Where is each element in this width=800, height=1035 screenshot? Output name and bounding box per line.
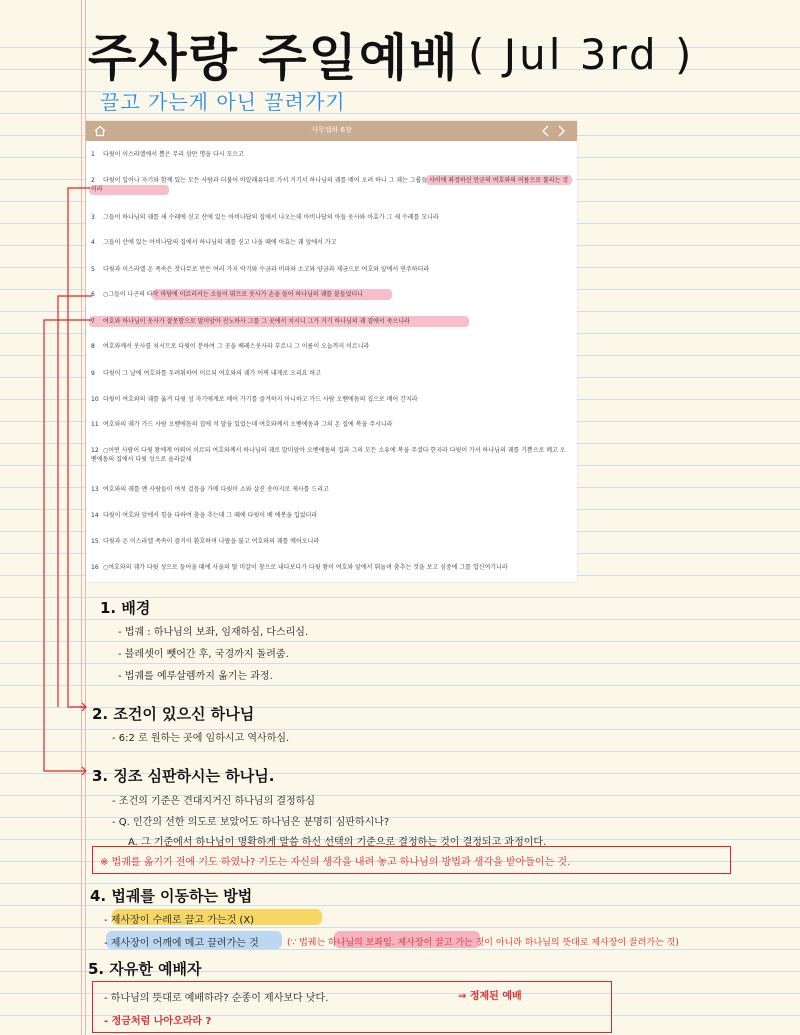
s5-line-2: - 정금처럼 나아오라라 ? <box>104 1016 212 1027</box>
s4-line-2: - 제사장이 어깨에 메고 끌려가는 것 <box>104 938 259 949</box>
section-3-heading: 3. 징조 심판하시는 하나님. <box>92 767 275 785</box>
verse-text: 다윗이 여호와 앞에서 힘을 다하여 춤을 추는데 그 때에 다윗이 베 에봇을 입었더라 <box>103 512 318 519</box>
s2-line-1: - 6:2 로 원하는 곳에 임하시고 역사하심. <box>112 733 290 744</box>
s1-line-3: - 법궤를 예루살렘까지 옮기는 과정. <box>118 671 273 682</box>
verse-text: 그들이 산에 있는 아비나답의 집에서 하나님의 궤를 싣고 나올 때에 아효는 궤 앞에서 가고 <box>103 239 337 246</box>
verse-text: 다윗과 이스라엘 온 족속은 잣나무로 만든 여러 가지 악기와 수금과 비파와 소고와 양금과 제금으로 여호와 앞에서 연주하더라 <box>103 266 430 273</box>
verse-text: 다윗이 이스라엘에서 뽑은 무리 삼만 명을 다시 모으고 <box>103 151 244 158</box>
s3-line-2: - Q. 인간의 선한 의도로 보았어도 하나님은 분명히 심판하시나? <box>112 817 390 828</box>
verse-number: 12 <box>91 447 99 454</box>
verse-text: ○그들이 나곤의 타작 마당에 이르러서는 소들이 뛰므로 웃사가 손을 들어 하나님의 궤를 붙들었더니 <box>103 291 363 298</box>
verse-number: 14 <box>91 512 99 519</box>
verse-number: 11 <box>91 421 99 428</box>
section-2-heading: 2. 조건이 있으신 하나님 <box>92 705 255 723</box>
s1-line-1: - 법궤 : 하나님의 보좌, 임재하심, 다스리심. <box>118 627 309 638</box>
verse-number: 4 <box>91 239 95 246</box>
s5-line-1: - 하나님의 뜻대로 예배하라? 순종이 제사보다 낫다. <box>104 993 329 1004</box>
verse-text: 다윗과 온 이스라엘 족속이 즐거이 환호하며 나팔을 불고 여호와의 궤를 메어오니라 <box>103 538 320 545</box>
verse-text: 여호와 하나님이 웃사가 잘못함으로 말미암아 진노하사 그를 그 곳에서 치시니 그가 거기 하나님의 궤 곁에서 죽으니라 <box>103 318 410 325</box>
verse-text: 여호와의 궤를 멘 사람들이 여섯 걸음을 가매 다윗이 소와 살진 송아지로 제사를 드리고 <box>103 486 329 493</box>
verse-text: 다윗이 일어나 자기와 함께 있는 모든 사람과 더불어 바알레유다로 가서 거기서 하나님의 궤를 메어 오려 하니 그 궤는 그룹들 사이에 좌정하신 만군의 여호와의 이름으로 불리는 것이라 <box>91 177 568 193</box>
verse-number: 13 <box>91 486 99 493</box>
verse-number: 7 <box>91 318 95 325</box>
verse-text: 다윗이 그 날에 여호와를 두려워하여 이르되 여호와의 궤가 어찌 내게로 오리요 하고 <box>103 370 322 377</box>
s4-aside: (∵ 법궤는 하나님의 보좌임. 제사장이 끌고 가는 것이 아니라 하나님의 뜻대로 제사장이 끌려가는 것) <box>287 938 679 948</box>
verse-number: 16 <box>91 564 99 571</box>
s3-line-3: A. 그 기준에서 하나님이 명확하게 말씀 하신 선택의 기준으로 결정하는 것이 결정되고 과정이다. <box>128 837 547 848</box>
verse-text: 여호와의 궤가 가드 사람 오벧에돔의 집에 석 달을 있었는데 여호와께서 오벧에돔과 그의 온 집에 복을 주시니라 <box>103 421 393 428</box>
section-1-heading: 1. 배경 <box>100 599 151 617</box>
verse-text: ○어떤 사람이 다윗 왕에게 아뢰어 이르되 여호와께서 하나님의 궤로 말미암아 오벧에돔의 집과 그의 모든 소유에 복을 주셨다 한지라 다윗이 가서 하나님의 궤를 기쁨으로 메고 오벧에돔의 집에서 다윗 성으로 올라갈새 <box>91 447 566 463</box>
verse-number: 2 <box>91 177 95 184</box>
verse-number: 10 <box>91 396 99 403</box>
verse-number: 6 <box>91 291 95 298</box>
verse-number: 8 <box>91 343 95 350</box>
chapter-title: 사무엘하 6장 <box>311 126 352 134</box>
s4-line-1: - 제사장이 수레로 끌고 가는것 (X) <box>104 915 255 926</box>
date-label: ( Jul 3rd ) <box>468 30 695 79</box>
section-5-heading: 5. 자유한 예배자 <box>88 960 202 978</box>
verse-number: 15 <box>91 538 99 545</box>
s3-box-note: ※ 법궤를 옮기기 전에 기도 하였나? 기도는 자신의 생각을 내려 놓고 하나님의 방법과 생각을 받아들이는 것. <box>100 857 571 868</box>
page-title: 주사랑 주일예배 <box>88 29 460 87</box>
verse-number: 1 <box>91 151 95 158</box>
verse-text: 그들이 하나님의 궤를 새 수레에 싣고 산에 있는 아비나답의 집에서 나오는데 아비나답의 아들 웃사와 아효가 그 새 수레를 모니라 <box>103 214 439 221</box>
section-4-heading: 4. 법궤를 이동하는 방법 <box>90 887 253 905</box>
s1-line-2: - 블레셋이 뺏어간 후, 국경까지 돌려줌. <box>118 649 289 660</box>
verse-text: 다윗이 여호와의 궤를 옮겨 다윗 성 자기에게로 메어 가기를 즐겨하지 아니하고 가드 사람 오벧에돔의 집으로 메어 간지라 <box>103 396 418 403</box>
s3-line-1: - 조건의 기준은 견대지거신 하나님의 결정하심 <box>112 796 316 807</box>
verse-text: ○여호와의 궤가 다윗 성으로 들어올 때에 사울의 딸 미갈이 창으로 내다보다가 다윗 왕이 여호와 앞에서 뛰놀며 춤추는 것을 보고 심중에 그를 업신여기니라 <box>103 564 508 571</box>
verse-number: 9 <box>91 370 95 377</box>
verse-text: 여호와께서 웃사를 치시므로 다윗이 분하여 그 곳을 베레스웃사라 부르니 그 이름이 오늘까지 이르니라 <box>103 343 370 350</box>
subtitle: 끌고 가는게 아닌 끌려가기 <box>100 90 346 114</box>
verse-number: 5 <box>91 266 95 273</box>
s5-red-note: ⇒ 정제된 예배 <box>458 991 522 1002</box>
verse-number: 3 <box>91 214 95 221</box>
